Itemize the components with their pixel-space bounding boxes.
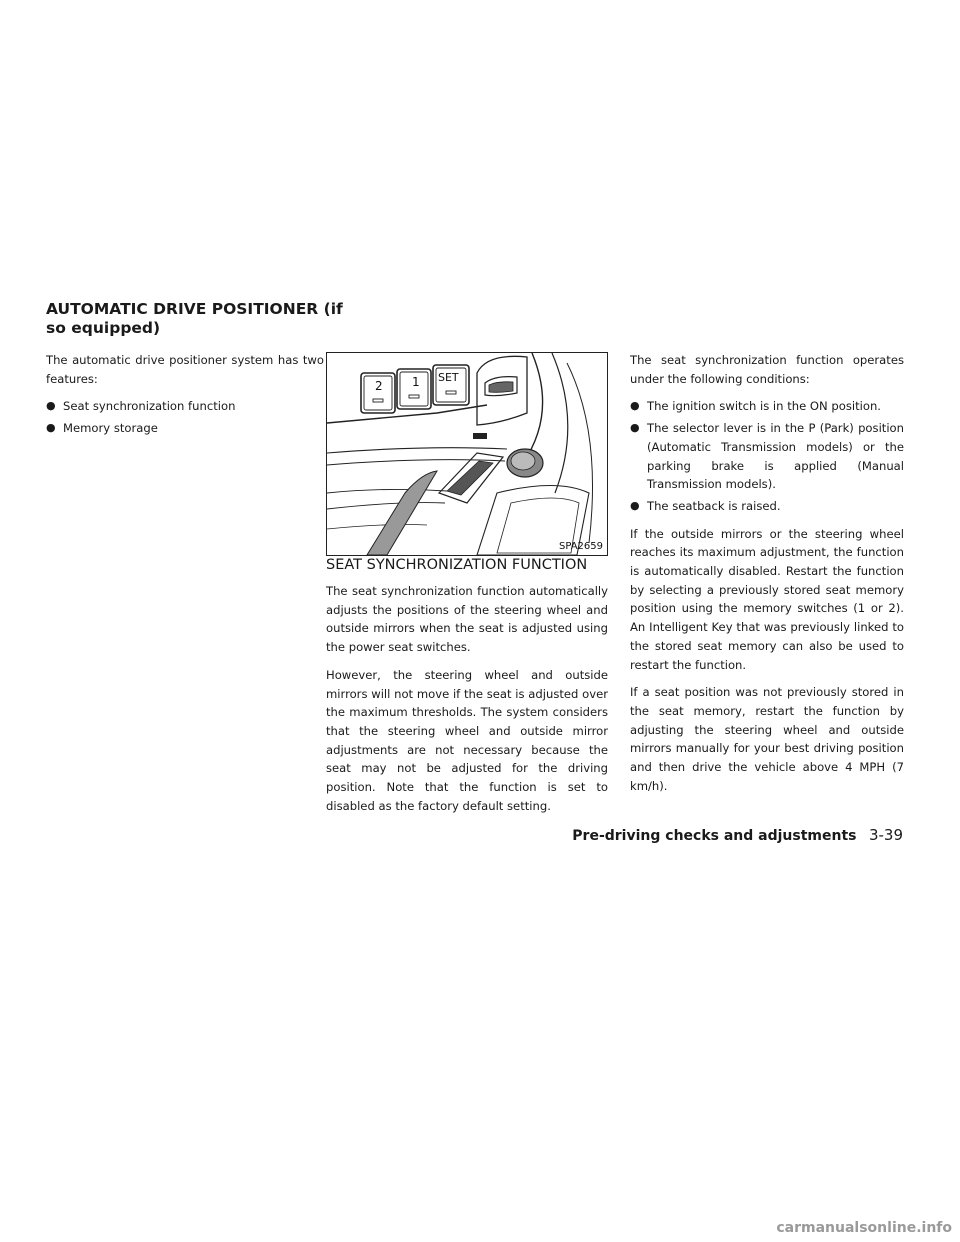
list-item — [630, 397, 904, 416]
seat-sync-paragraph-2: However, the steering wheel and outside mirrors will not move if the seat is adjusted over the maximum thresholds. The system considers that the steering wheel and outside mirror adjustments are not necessary because the seat may not be adjusted for the driving position. Note that the function is set to disabled as the factory default setting. — [326, 667, 608, 813]
list-item — [46, 397, 324, 416]
page-number: 3-39 — [868, 826, 903, 844]
conditions-intro: The seat synchronization function operates under the following conditions: — [630, 353, 904, 386]
figure-code: SPA2659 — [558, 541, 603, 552]
chapter-title: Pre-driving checks and adjustments — [572, 828, 857, 844]
list-item — [630, 419, 904, 494]
memory-button-1-label: 1 — [412, 375, 420, 389]
seat-sync-paragraph-1: The seat synchronization function automatically adjusts the positions of the steering wheel and outside mirrors when the seat is adjusted using the power seat switches. — [326, 584, 608, 655]
set-button-icon — [433, 365, 469, 405]
conditions-list — [630, 397, 904, 515]
column-right — [630, 351, 904, 804]
restart-paragraph: If a seat position was not previously stored in the seat memory, restart the function by adjusting the steering wheel and outside mirrors manually for your best driving position and then drive the vehicle above 4 MPH (7 km/h). — [630, 685, 904, 793]
list-item — [46, 419, 324, 438]
list-item-text: The selector lever is in the P (Park) position (Automatic Transmission models) or the parking brake is applied (Manual Transmission models). — [647, 421, 904, 492]
list-item-text: The seatback is raised. — [647, 498, 781, 513]
column-middle — [326, 556, 608, 824]
memory-button-2-icon — [361, 373, 395, 413]
section-title: AUTOMATIC DRIVE POSITIONER (if so equipped) — [46, 300, 343, 337]
page-footer — [572, 826, 903, 844]
watermark: carmanualsonline.info — [776, 1220, 952, 1236]
memory-button-1-icon — [397, 369, 431, 409]
seat-sync-heading: SEAT SYNCHRONIZATION FUNCTION — [326, 557, 588, 573]
list-item-text: Seat synchronization function — [63, 399, 236, 414]
list-item-text: The ignition switch is in the ON position. — [647, 399, 881, 414]
bullet-icon: ● — [630, 421, 640, 435]
list-item — [630, 497, 904, 516]
column-left — [46, 351, 324, 447]
intro-paragraph: The automatic drive positioner system has two features: — [46, 353, 324, 386]
memory-button-2-label: 2 — [375, 379, 383, 393]
bullet-icon: ● — [630, 498, 640, 512]
limit-paragraph: If the outside mirrors or the steering wheel reaches its maximum adjustment, the function is automatically disabled. Restart the function by selecting a previously stored seat memory position using the memory switches (1 or 2). An Intelligent Key that was previously linked to the stored seat memory can also be used to restart the function. — [630, 526, 904, 672]
door-panel-drawing — [327, 353, 607, 555]
bullet-icon: ● — [46, 399, 56, 413]
bullet-icon: ● — [630, 399, 640, 413]
features-list — [46, 397, 324, 437]
memory-switch-illustration — [326, 352, 608, 556]
set-button-label: SET — [438, 371, 459, 384]
list-item-text: Memory storage — [63, 421, 158, 436]
bullet-icon: ● — [46, 421, 56, 435]
